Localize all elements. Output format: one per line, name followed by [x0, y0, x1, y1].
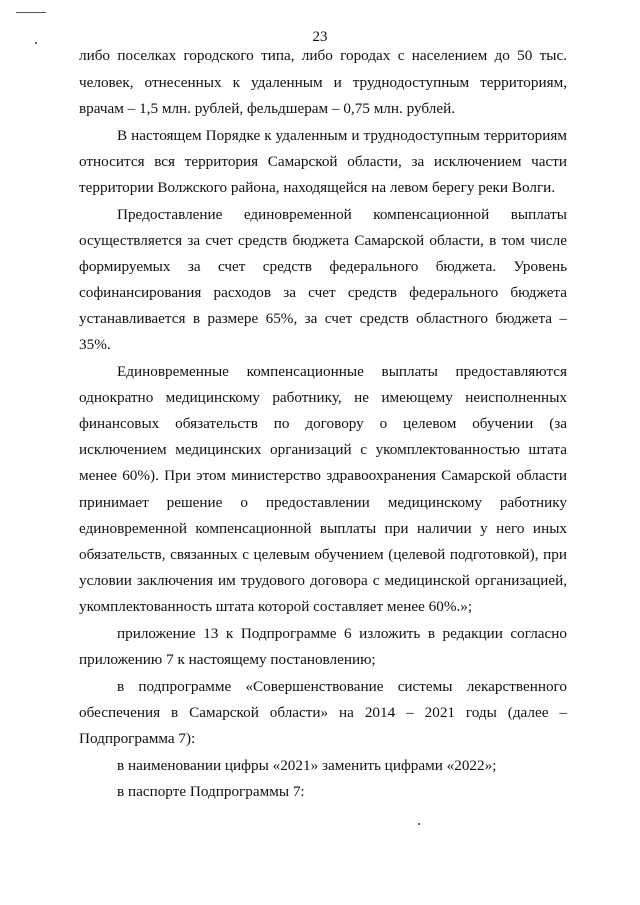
- text-line: устанавливается в размере 65%, за счет средств областного бюджета –: [79, 310, 567, 327]
- text-line: в подпрограмме «Совершенствование системы лекарственного: [117, 678, 567, 695]
- text-line: В настоящем Порядке к удаленным и труднодоступным территориям: [117, 127, 567, 144]
- text-line: условии заключения им трудового договора с медицинской организацией,: [79, 572, 567, 589]
- text-line: Подпрограмма 7):: [79, 730, 196, 747]
- text-line: Единовременные компенсационные выплаты предоставляются: [117, 363, 567, 380]
- text-line: однократно медицинскому работнику, не имеющему неисполненных: [79, 389, 567, 406]
- text-line: менее 60%). При этом министерство здравоохранения Самарской области: [79, 467, 567, 484]
- text-line: в наименовании цифры «2021» заменить цифрами «2022»;: [117, 757, 497, 774]
- text-line: человек, отнесенных к удаленным и труднодоступным территориям,: [79, 74, 567, 91]
- text-line: приложению 7 к настоящему постановлению;: [79, 651, 376, 668]
- text-line: обеспечения в Самарской области» на 2014 – 2021 годы (далее –: [79, 704, 567, 721]
- text-line: Предоставление единовременной компенсационной выплаты: [117, 206, 567, 223]
- scan-dot: [418, 823, 420, 825]
- text-line: обязательств, связанных с целевым обучением (целевой подготовкой), при: [79, 546, 567, 563]
- text-line: финансовых обязательств по договору о целевом обучении (за: [79, 415, 567, 432]
- text-line: принимает решение о предоставлении медицинскому работнику: [79, 494, 567, 511]
- text-line: относится вся территория Самарской области, за исключением части: [79, 153, 567, 170]
- text-line: формируемых за счет средств федерального бюджета. Уровень: [79, 258, 567, 275]
- text-line: территории Волжского района, находящейся на левом берегу реки Волги.: [79, 179, 556, 196]
- text-line: исключением медицинских организаций с укомплектованностью штата: [79, 441, 567, 458]
- text-line: укомплектованность штата которой составляет менее 60%.»;: [79, 598, 473, 615]
- page-number: 23: [312, 29, 328, 45]
- text-line: приложение 13 к Подпрограмме 6 изложить в редакции согласно: [117, 625, 567, 642]
- text-line: либо поселках городского типа, либо городах с населением до 50 тыс.: [79, 47, 567, 64]
- scan-corner-mark: [16, 12, 46, 13]
- text-line: осуществляется за счет средств бюджета Самарской области, в том числе: [79, 232, 567, 249]
- text-line: софинансирования расходов за счет средств федерального бюджета: [79, 284, 567, 301]
- text-line: 35%.: [79, 336, 111, 353]
- text-line: в паспорте Подпрограммы 7:: [117, 783, 305, 800]
- text-line: врачам – 1,5 млн. рублей, фельдшерам – 0,75 млн. рублей.: [79, 100, 455, 117]
- text-line: единовременной компенсационной выплаты при наличии у него иных: [79, 520, 567, 537]
